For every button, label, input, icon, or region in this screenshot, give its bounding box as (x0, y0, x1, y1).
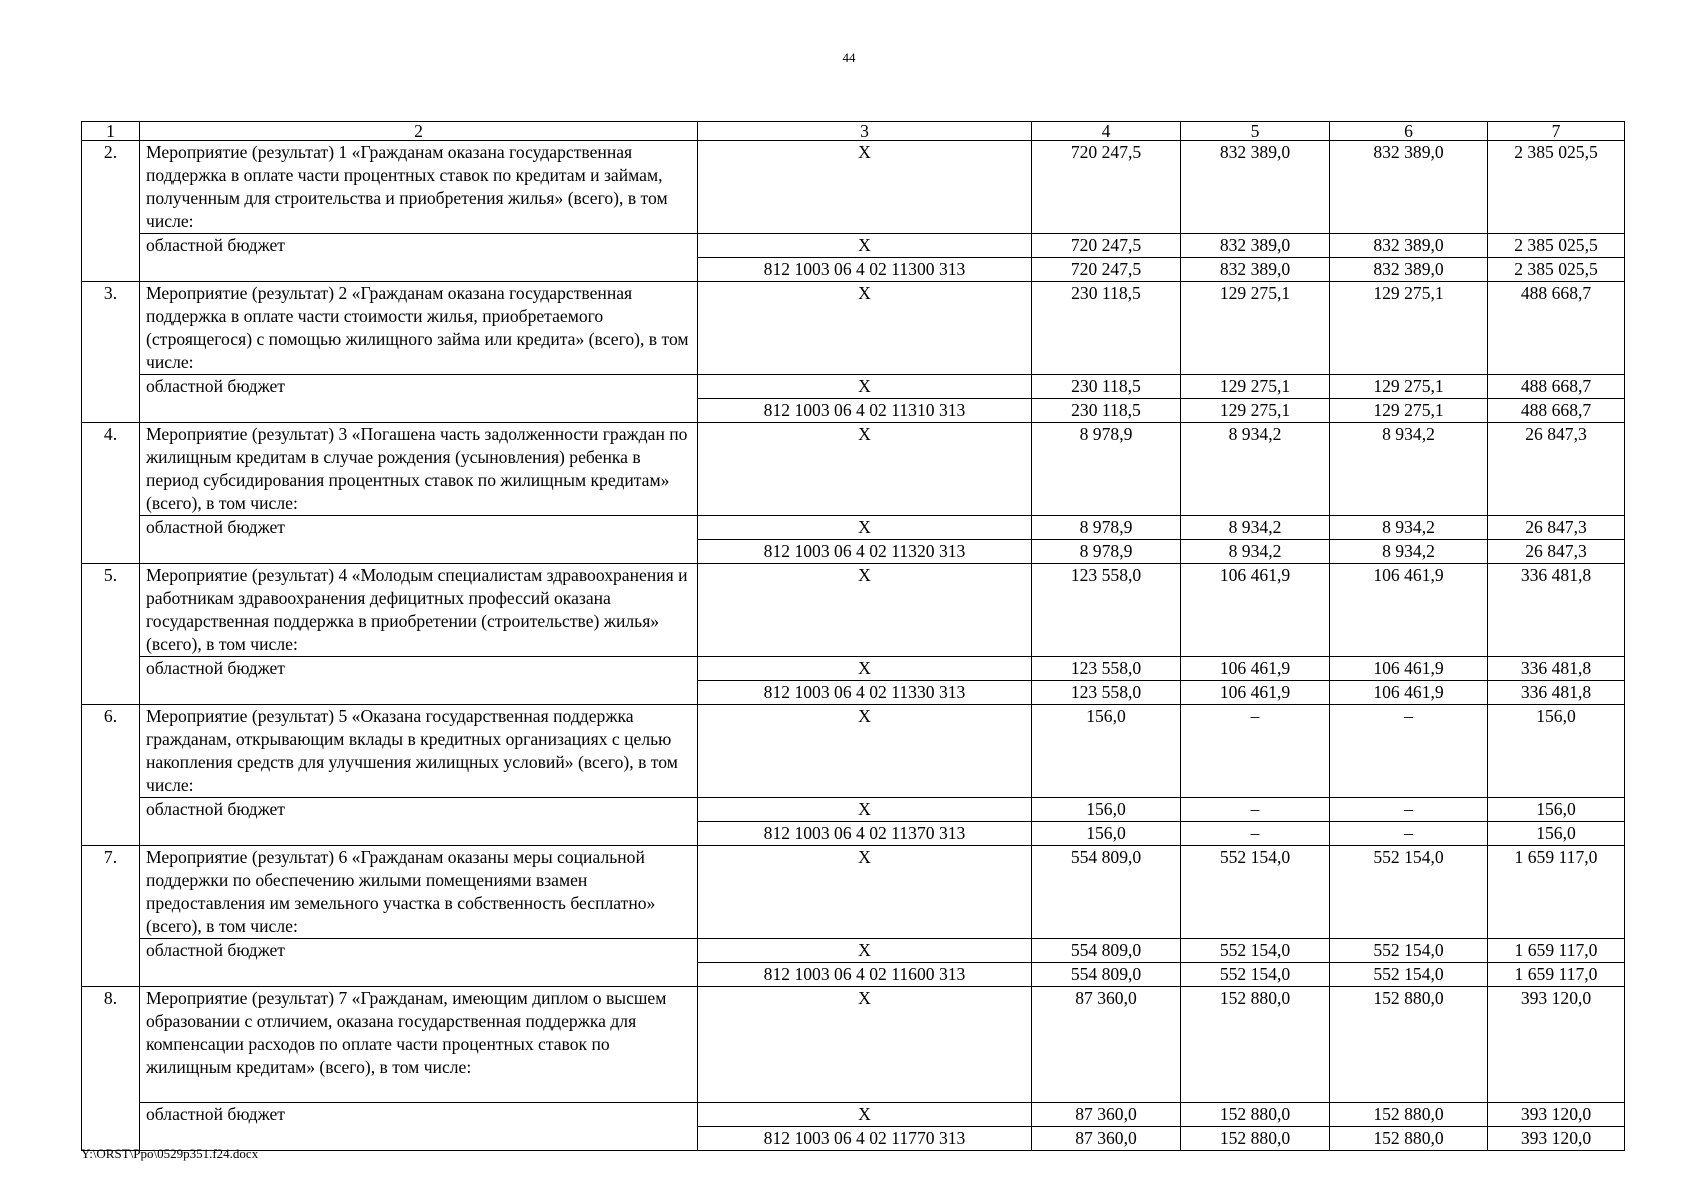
code-value: 230 118,5 (1032, 399, 1181, 423)
activity-marker: X (698, 705, 1032, 798)
budget-value: 26 847,3 (1488, 516, 1625, 540)
budget-label: областной бюджет (140, 234, 698, 282)
budget-value: 123 558,0 (1032, 657, 1181, 681)
code-value: 488 668,7 (1488, 399, 1625, 423)
row-number: 2. (82, 141, 140, 282)
activity-value: 393 120,0 (1488, 987, 1625, 1103)
budget-label: областной бюджет (140, 798, 698, 846)
activity-value: 156,0 (1488, 705, 1625, 798)
code-value: 8 978,9 (1032, 540, 1181, 564)
activity-title: Мероприятие (результат) 4 «Молодым специалистам здравоохранения и работникам здравоохранения дефицитных профессий оказана государственная поддержка в приобретении (строительстве) жилья» (всего), в том числе: (140, 564, 698, 657)
activity-marker: X (698, 282, 1032, 375)
code-value: 393 120,0 (1488, 1127, 1625, 1151)
activity-value: 8 934,2 (1181, 423, 1330, 516)
row-number: 3. (82, 282, 140, 423)
activity-value: 129 275,1 (1181, 282, 1330, 375)
code-value: 87 360,0 (1032, 1127, 1181, 1151)
code-value: 8 934,2 (1181, 540, 1330, 564)
budget-value: 488 668,7 (1488, 375, 1625, 399)
code-value: 1 659 117,0 (1488, 963, 1625, 987)
row-number: 7. (82, 846, 140, 987)
budget-label: областной бюджет (140, 939, 698, 987)
budget-value: 129 275,1 (1181, 375, 1330, 399)
activity-row (82, 564, 1625, 657)
budget-marker: X (698, 798, 1032, 822)
activity-title: Мероприятие (результат) 6 «Гражданам оказаны меры социальной поддержки по обеспечению жилыми помещениями взамен предоставления им земельного участка в собственность бесплатно» (всего), в том числе: (140, 846, 698, 939)
activity-row (82, 705, 1625, 798)
row-number: 5. (82, 564, 140, 705)
code-value: 152 880,0 (1181, 1127, 1330, 1151)
code-value: 156,0 (1032, 822, 1181, 846)
activity-value: 720 247,5 (1032, 141, 1181, 234)
row-number: 4. (82, 423, 140, 564)
activity-row (82, 423, 1625, 516)
budget-value: 720 247,5 (1032, 234, 1181, 258)
budget-value: – (1181, 798, 1330, 822)
code-value: 106 461,9 (1330, 681, 1488, 705)
activity-marker: X (698, 423, 1032, 516)
budget-code: 812 1003 06 4 02 11600 313 (698, 963, 1032, 987)
budget-table (81, 121, 1625, 1151)
activity-value: 87 360,0 (1032, 987, 1181, 1103)
code-value: 129 275,1 (1330, 399, 1488, 423)
budget-value: 87 360,0 (1032, 1103, 1181, 1127)
budget-value: 393 120,0 (1488, 1103, 1625, 1127)
budget-code: 812 1003 06 4 02 11310 313 (698, 399, 1032, 423)
header-row (82, 122, 1625, 141)
budget-marker: X (698, 516, 1032, 540)
budget-value: 1 659 117,0 (1488, 939, 1625, 963)
activity-title: Мероприятие (результат) 2 «Гражданам оказана государственная поддержка в оплате части стоимости жилья, приобретаемого (строящегося) с помощью жилищного займа или кредита» (всего), в том числе: (140, 282, 698, 375)
code-value: 336 481,8 (1488, 681, 1625, 705)
activity-title: Мероприятие (результат) 3 «Погашена часть задолженности граждан по жилищным кредитам в случае рождения (усыновления) ребенка в период субсидирования процентных ставок по жилищным кредитам» (всего), в том числе: (140, 423, 698, 516)
code-value: 552 154,0 (1330, 963, 1488, 987)
activity-value: 554 809,0 (1032, 846, 1181, 939)
budget-value: 552 154,0 (1181, 939, 1330, 963)
budget-label: областной бюджет (140, 1103, 698, 1151)
header-cell: 3 (698, 122, 1032, 141)
activity-value: 106 461,9 (1181, 564, 1330, 657)
code-value: 152 880,0 (1330, 1127, 1488, 1151)
activity-value: 26 847,3 (1488, 423, 1625, 516)
activity-value: 8 934,2 (1330, 423, 1488, 516)
budget-value: 554 809,0 (1032, 939, 1181, 963)
header-cell: 7 (1488, 122, 1625, 141)
activity-row (82, 846, 1625, 939)
budget-marker: X (698, 657, 1032, 681)
budget-value: 2 385 025,5 (1488, 234, 1625, 258)
activity-title: Мероприятие (результат) 7 «Гражданам, имеющим диплом о высшем образовании с отличием, оказана государственная поддержка для компенсации расходов по оплате части процентных ставок по жилищным кредитам» (всего), в том числе: (140, 987, 698, 1103)
code-value: 552 154,0 (1181, 963, 1330, 987)
activity-value: 156,0 (1032, 705, 1181, 798)
budget-value: 230 118,5 (1032, 375, 1181, 399)
budget-label: областной бюджет (140, 375, 698, 423)
budget-value: 106 461,9 (1330, 657, 1488, 681)
code-value: 156,0 (1488, 822, 1625, 846)
table-body (82, 122, 1625, 1151)
code-value: 720 247,5 (1032, 258, 1181, 282)
budget-label: областной бюджет (140, 657, 698, 705)
activity-value: – (1181, 705, 1330, 798)
budget-row (82, 798, 1625, 822)
activity-title: Мероприятие (результат) 5 «Оказана государственная поддержка гражданам, открывающим вклады в кредитных организациях с целью накопления средств для улучшения жилищных условий» (всего), в том числе: (140, 705, 698, 798)
activity-value: 832 389,0 (1181, 141, 1330, 234)
row-number: 6. (82, 705, 140, 846)
header-cell: 4 (1032, 122, 1181, 141)
code-value: 832 389,0 (1330, 258, 1488, 282)
code-value: 123 558,0 (1032, 681, 1181, 705)
budget-row (82, 939, 1625, 963)
code-value: – (1181, 822, 1330, 846)
page-number: 44 (842, 50, 856, 65)
activity-value: 336 481,8 (1488, 564, 1625, 657)
activity-title: Мероприятие (результат) 1 «Гражданам оказана государственная поддержка в оплате части процентных ставок по кредитам и займам, полученным для строительства и приобретения жилья» (всего), в том числе: (140, 141, 698, 234)
budget-code: 812 1003 06 4 02 11330 313 (698, 681, 1032, 705)
code-value: – (1330, 822, 1488, 846)
budget-value: 832 389,0 (1330, 234, 1488, 258)
header-cell: 6 (1330, 122, 1488, 141)
header-cell: 1 (82, 122, 140, 141)
budget-value: 336 481,8 (1488, 657, 1625, 681)
header-cell: 5 (1181, 122, 1330, 141)
budget-marker: X (698, 939, 1032, 963)
code-value: 106 461,9 (1181, 681, 1330, 705)
activity-value: 1 659 117,0 (1488, 846, 1625, 939)
budget-value: 832 389,0 (1181, 234, 1330, 258)
code-value: 8 934,2 (1330, 540, 1488, 564)
budget-value: 106 461,9 (1181, 657, 1330, 681)
budget-code: 812 1003 06 4 02 11370 313 (698, 822, 1032, 846)
activity-value: 106 461,9 (1330, 564, 1488, 657)
budget-row (82, 1103, 1625, 1127)
budget-marker: X (698, 1103, 1032, 1127)
code-value: 26 847,3 (1488, 540, 1625, 564)
row-number: 8. (82, 987, 140, 1151)
file-path-footer: Y:\ORST\Ppo\0529p351.f24.docx (81, 1146, 259, 1161)
budget-value: 552 154,0 (1330, 939, 1488, 963)
budget-value: 152 880,0 (1181, 1103, 1330, 1127)
budget-value: 129 275,1 (1330, 375, 1488, 399)
activity-value: 552 154,0 (1330, 846, 1488, 939)
budget-value: 8 978,9 (1032, 516, 1181, 540)
budget-code: 812 1003 06 4 02 11320 313 (698, 540, 1032, 564)
activity-value: 488 668,7 (1488, 282, 1625, 375)
activity-value: 152 880,0 (1330, 987, 1488, 1103)
budget-row (82, 375, 1625, 399)
activity-marker: X (698, 846, 1032, 939)
activity-marker: X (698, 564, 1032, 657)
budget-value: 152 880,0 (1330, 1103, 1488, 1127)
activity-value: 129 275,1 (1330, 282, 1488, 375)
code-value: 129 275,1 (1181, 399, 1330, 423)
code-value: 554 809,0 (1032, 963, 1181, 987)
activity-row (82, 141, 1625, 234)
budget-row (82, 516, 1625, 540)
activity-value: 832 389,0 (1330, 141, 1488, 234)
activity-value: – (1330, 705, 1488, 798)
budget-value: 156,0 (1032, 798, 1181, 822)
activity-value: 8 978,9 (1032, 423, 1181, 516)
activity-value: 123 558,0 (1032, 564, 1181, 657)
activity-row (82, 987, 1625, 1103)
activity-row (82, 282, 1625, 375)
code-value: 832 389,0 (1181, 258, 1330, 282)
budget-row (82, 234, 1625, 258)
activity-value: 2 385 025,5 (1488, 141, 1625, 234)
activity-value: 152 880,0 (1181, 987, 1330, 1103)
budget-value: – (1330, 798, 1488, 822)
budget-code: 812 1003 06 4 02 11300 313 (698, 258, 1032, 282)
budget-value: 156,0 (1488, 798, 1625, 822)
activity-value: 230 118,5 (1032, 282, 1181, 375)
budget-marker: X (698, 234, 1032, 258)
budget-value: 8 934,2 (1181, 516, 1330, 540)
activity-marker: X (698, 987, 1032, 1103)
activity-marker: X (698, 141, 1032, 234)
budget-marker: X (698, 375, 1032, 399)
code-value: 2 385 025,5 (1488, 258, 1625, 282)
budget-value: 8 934,2 (1330, 516, 1488, 540)
budget-label: областной бюджет (140, 516, 698, 564)
activity-value: 552 154,0 (1181, 846, 1330, 939)
budget-code: 812 1003 06 4 02 11770 313 (698, 1127, 1032, 1151)
budget-row (82, 657, 1625, 681)
header-cell: 2 (140, 122, 698, 141)
